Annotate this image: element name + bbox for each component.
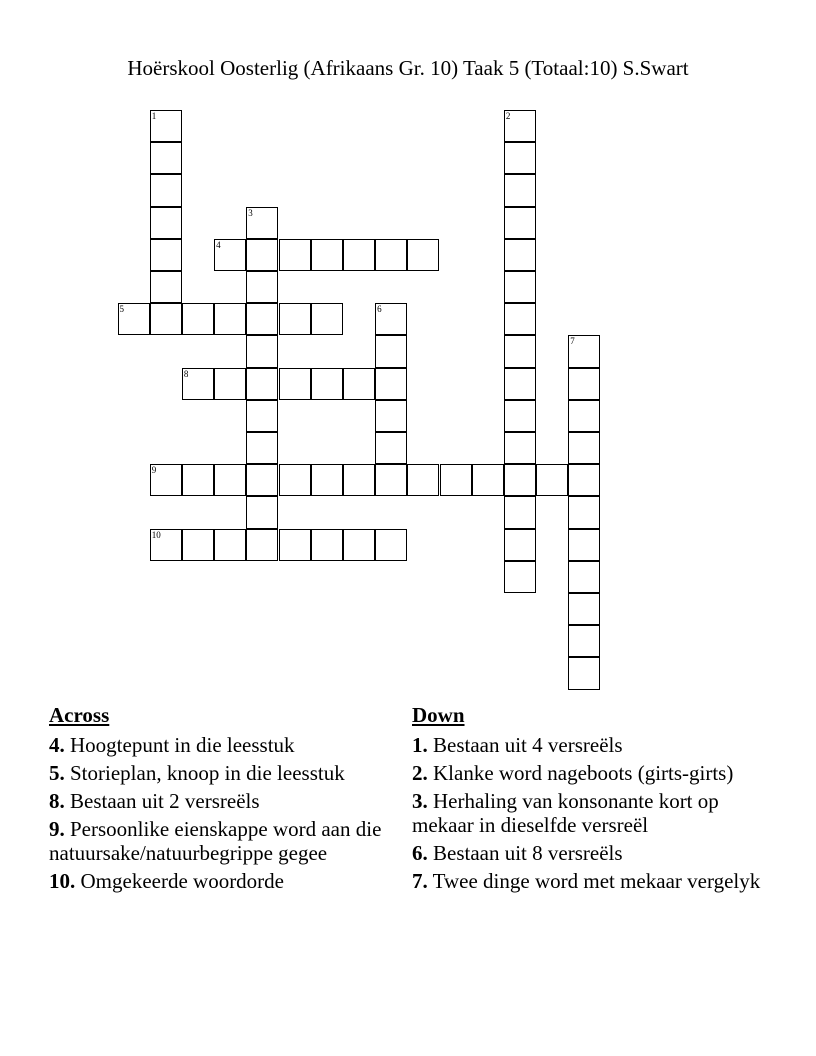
grid-cell[interactable] <box>375 303 407 335</box>
clue-down-6: 6. Bestaan uit 8 versreëls <box>412 841 623 865</box>
across-heading: Across <box>49 703 110 727</box>
clue-down-1: 1. Bestaan uit 4 versreëls <box>412 733 623 757</box>
grid-cell[interactable] <box>150 142 182 174</box>
cell-number: 8 <box>183 368 189 379</box>
grid-cell[interactable] <box>214 368 246 400</box>
grid-cell[interactable] <box>279 529 311 561</box>
grid-cell[interactable] <box>504 464 536 496</box>
grid-cell[interactable] <box>407 464 439 496</box>
clue-down-3: 3. Herhaling van konsonante kort op mekaar in dieselfde versreël <box>412 789 719 837</box>
cell-number: 9 <box>151 465 157 476</box>
clue-across-4: 4. Hoogtepunt in die leesstuk <box>49 733 295 757</box>
grid-cell[interactable] <box>214 529 246 561</box>
cell-number: 1 <box>151 111 157 121</box>
grid-cell[interactable] <box>504 142 536 174</box>
grid-cell[interactable] <box>504 400 536 432</box>
grid-cell[interactable] <box>246 529 278 561</box>
grid-cell[interactable] <box>504 561 536 593</box>
cell-number: 5 <box>119 304 124 315</box>
grid-cell[interactable] <box>343 368 375 400</box>
grid-cell[interactable] <box>568 368 600 400</box>
grid-cell[interactable] <box>311 239 343 271</box>
grid-cell[interactable] <box>568 464 600 496</box>
grid-cell[interactable] <box>311 464 343 496</box>
grid-cell[interactable] <box>182 529 214 561</box>
grid-cell[interactable] <box>504 110 536 142</box>
grid-cell[interactable] <box>150 529 182 561</box>
grid-cell[interactable] <box>343 464 375 496</box>
grid-cell[interactable] <box>343 529 375 561</box>
grid-cell[interactable] <box>246 464 278 496</box>
grid-cell[interactable] <box>375 335 407 367</box>
grid-cell[interactable] <box>311 529 343 561</box>
grid-cell[interactable] <box>311 303 343 335</box>
grid-cell[interactable] <box>150 110 182 142</box>
clue-across-8: 8. Bestaan uit 2 versreëls <box>49 789 260 813</box>
across-clues <box>49 703 399 897</box>
down-clues <box>412 703 782 897</box>
grid-cell[interactable] <box>568 625 600 657</box>
grid-cell[interactable] <box>246 400 278 432</box>
grid-cell[interactable] <box>150 303 182 335</box>
grid-cell[interactable] <box>214 303 246 335</box>
grid-cell[interactable] <box>407 239 439 271</box>
grid-cell[interactable] <box>568 335 600 367</box>
grid-cell[interactable] <box>375 529 407 561</box>
grid-cell[interactable] <box>568 432 600 464</box>
grid-cell[interactable] <box>536 464 568 496</box>
grid-cell[interactable] <box>150 207 182 239</box>
grid-cell[interactable] <box>504 335 536 367</box>
grid-cell[interactable] <box>182 368 214 400</box>
cell-number: 10 <box>151 529 161 540</box>
grid-cell[interactable] <box>375 368 407 400</box>
grid-cell[interactable] <box>568 496 600 528</box>
grid-cell[interactable] <box>279 239 311 271</box>
page-title: Hoërskool Oosterlig (Afrikaans Gr. 10) Taak 5 (Totaal:10) S.Swart <box>127 56 689 80</box>
grid-cell[interactable] <box>150 464 182 496</box>
clue-down-2: 2. Klanke word nageboots (girts-girts) <box>412 761 734 785</box>
grid-cell[interactable] <box>182 464 214 496</box>
grid-cell[interactable] <box>504 368 536 400</box>
grid-cell[interactable] <box>568 593 600 625</box>
grid-cell[interactable] <box>504 174 536 206</box>
grid-cell[interactable] <box>246 271 278 303</box>
cell-number: 4 <box>216 239 221 250</box>
grid-cell[interactable] <box>375 464 407 496</box>
grid-cell[interactable] <box>150 239 182 271</box>
clue-across-10: 10. Omgekeerde woordorde <box>49 869 284 893</box>
grid-cell[interactable] <box>568 529 600 561</box>
grid-cell[interactable] <box>279 464 311 496</box>
grid-cell[interactable] <box>504 303 536 335</box>
grid-cell[interactable] <box>279 303 311 335</box>
grid-cell[interactable] <box>246 303 278 335</box>
grid-cell[interactable] <box>246 239 278 271</box>
grid-cell[interactable] <box>568 400 600 432</box>
grid-cell[interactable] <box>504 207 536 239</box>
grid-cell[interactable] <box>246 496 278 528</box>
grid-cell[interactable] <box>504 239 536 271</box>
grid-cell[interactable] <box>150 271 182 303</box>
grid-cell[interactable] <box>246 335 278 367</box>
grid-cell[interactable] <box>214 239 246 271</box>
cell-number: 3 <box>248 207 253 218</box>
grid-cell[interactable] <box>246 432 278 464</box>
clue-down-7: 7. Twee dinge word met mekaar vergelyk <box>412 869 761 893</box>
grid-cell[interactable] <box>375 400 407 432</box>
grid-cell[interactable] <box>375 239 407 271</box>
grid-cell[interactable] <box>182 303 214 335</box>
grid-cell[interactable] <box>568 657 600 689</box>
clue-across-5: 5. Storieplan, knoop in die leesstuk <box>49 761 345 785</box>
grid-cell[interactable] <box>246 368 278 400</box>
grid-cell[interactable] <box>246 207 278 239</box>
grid-cell[interactable] <box>311 368 343 400</box>
grid-cell[interactable] <box>472 464 504 496</box>
grid-cell[interactable] <box>504 496 536 528</box>
down-heading: Down <box>412 703 465 727</box>
grid-cell[interactable] <box>504 271 536 303</box>
grid-cell[interactable] <box>343 239 375 271</box>
grid-cell[interactable] <box>504 432 536 464</box>
grid-cell[interactable] <box>150 174 182 206</box>
grid-cell[interactable] <box>118 303 150 335</box>
grid-cell[interactable] <box>375 432 407 464</box>
clue-across-9: 9. Persoonlike eienskappe word aan die natuursake/natuurbegrippe gegee <box>49 817 382 865</box>
cell-number: 7 <box>570 336 575 347</box>
grid-cell[interactable] <box>568 561 600 593</box>
grid-cell[interactable] <box>214 464 246 496</box>
grid-cell[interactable] <box>504 529 536 561</box>
cell-number: 6 <box>377 304 382 315</box>
grid-cell[interactable] <box>279 368 311 400</box>
cell-number: 2 <box>505 111 511 121</box>
grid-cell[interactable] <box>440 464 472 496</box>
